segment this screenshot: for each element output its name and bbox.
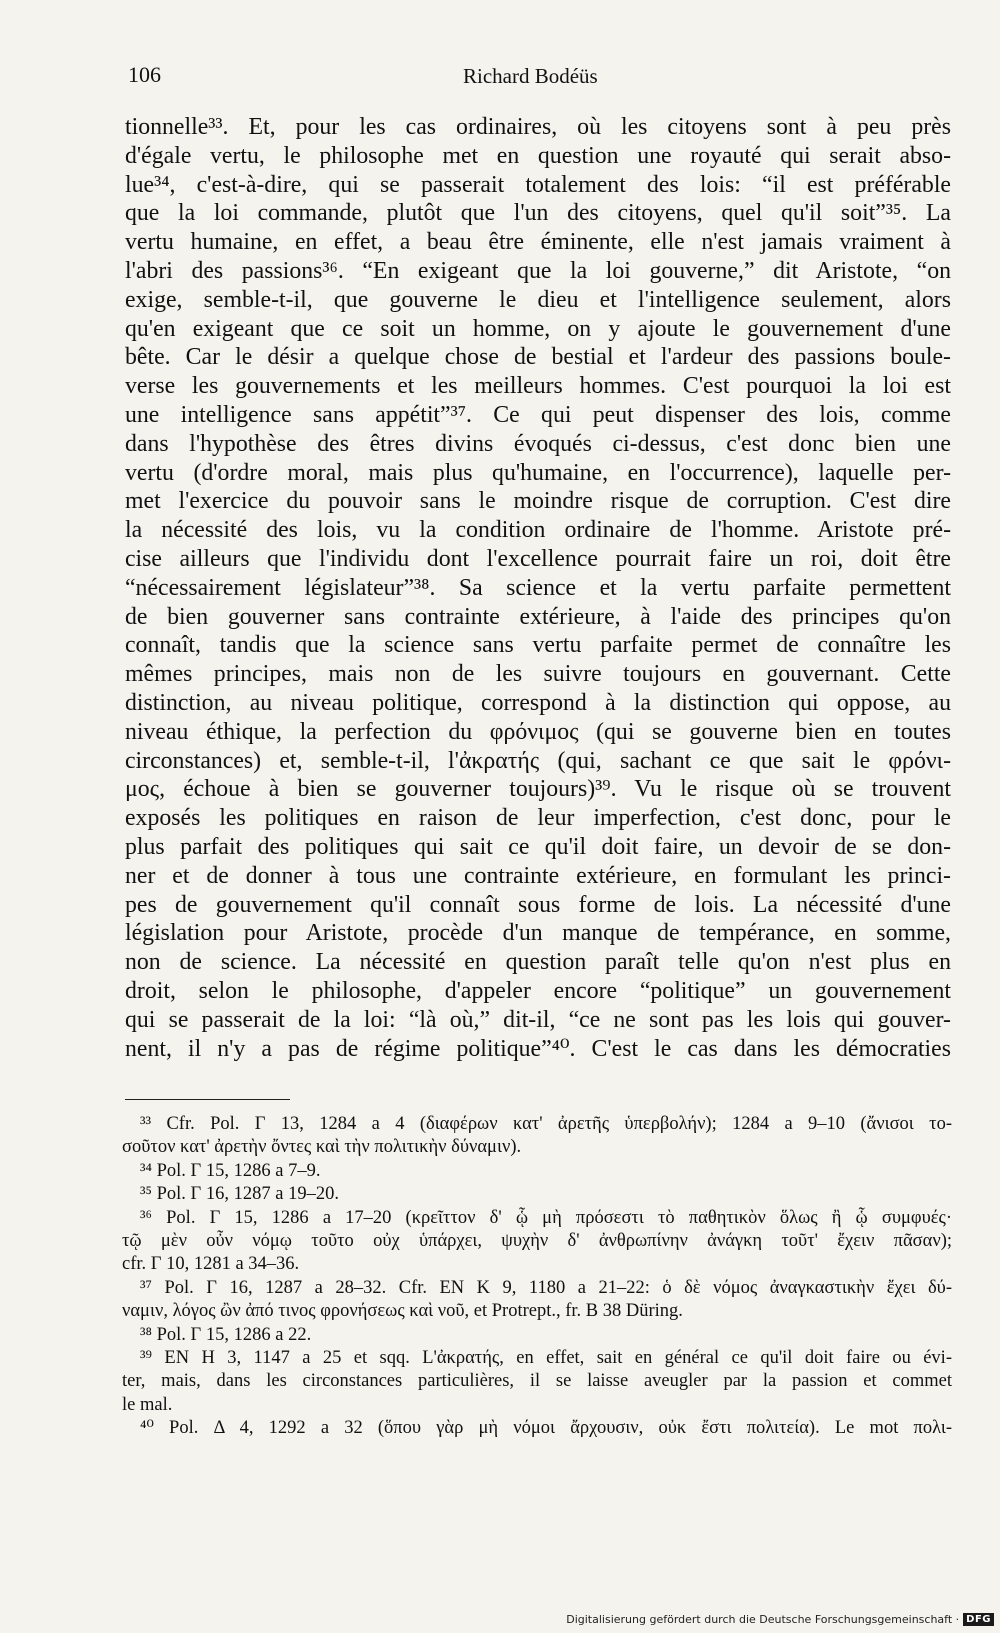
footnote-line: ³⁴ Pol. Γ 15, 1286 a 7–9. <box>140 1160 321 1181</box>
text-line: cise ailleurs que l'individu dont l'excellence pourrait faire un roi, doit être <box>125 545 951 572</box>
text-line: μος, échoue à bien se gouverner toujours)³⁹. Vu le risque où se trouvent <box>125 776 951 803</box>
text-line: “nécessairement législateur”³⁸. Sa science et la vertu parfaite permettent <box>125 574 951 601</box>
text-line: mêmes principes, mais non de les suivre toujours en gouvernant. Cette <box>125 661 951 688</box>
text-line: tionnelle³³. Et, pour les cas ordinaires, où les citoyens sont à peu près <box>125 114 951 140</box>
footnote-line: ter, mais, dans les circonstances particulières, il se laisse aveugler par la passion et commet <box>122 1371 952 1392</box>
footnote-line: le mal. <box>122 1394 173 1415</box>
text-line: exposés les politiques en raison de leur imperfection, c'est donc, pour le <box>125 805 951 832</box>
text-line: qu'en exigeant que ce soit un homme, on y ajoute le gouvernement d'une <box>125 315 951 342</box>
text-line: circonstances) et, semble-t-il, l'ἀκρατής (qui, sachant ce que sait le φρόνι- <box>125 747 951 774</box>
footnote-line: ³³ Cfr. Pol. Γ 13, 1284 a 4 (διαφέρων κατ' ἀρετῆς ὑπερβολήν); 1284 a 9–10 (ἄνισοι το- <box>140 1114 952 1134</box>
text-line: met l'exercice du pouvoir sans le moindre risque de corruption. C'est dire <box>125 488 951 515</box>
footnotes <box>122 1113 952 1440</box>
text-line: que la loi commande, plutôt que l'un des citoyens, quel qu'il soit”³⁵. La <box>125 200 951 227</box>
text-line: exige, semble-t-il, que gouverne le dieu et l'intelligence seulement, alors <box>125 286 951 313</box>
footnote-separator <box>125 1099 290 1100</box>
footnote-line: ³⁶ Pol. Γ 15, 1286 a 17–20 (κρεῖττον δ' ᾧ μὴ πρόσεστι τὸ παθητικὸν ὅλως ἢ ᾧ συμφυές· <box>140 1207 952 1228</box>
text-line: ner et de donner à tous une contrainte extérieure, en formulant les princi- <box>125 862 951 889</box>
text-line: droit, selon le philosophe, d'appeler encore “politique” un gouvernement <box>125 977 951 1004</box>
footnote-line: cfr. Γ 10, 1281 a 34–36. <box>122 1254 300 1275</box>
text-line: verse les gouvernements et les meilleurs hommes. C'est pourquoi la loi est <box>125 373 951 400</box>
text-line: l'abri des passions³⁶. “En exigeant que la loi gouverne,” dit Aristote, “on <box>125 257 951 284</box>
text-line: connaît, tandis que la science sans vertu parfaite permet de connaître les <box>125 632 951 659</box>
footnote-line: ³⁸ Pol. Γ 15, 1286 a 22. <box>140 1324 312 1345</box>
footnote-line: ³⁵ Pol. Γ 16, 1287 a 19–20. <box>140 1184 339 1205</box>
text-line: plus parfait des politiques qui sait ce qu'il doit faire, un devoir de se don- <box>125 833 951 860</box>
running-head: Richard Bodéüs <box>463 64 598 88</box>
text-line: bête. Car le désir a quelque chose de bestial et l'ardeur des passions boule- <box>125 344 951 371</box>
text-line: niveau éthique, la perfection du φρόνιμος (qui se gouverne bien en toutes <box>125 718 951 745</box>
page-number: 106 <box>128 62 161 87</box>
main-text <box>125 113 951 1063</box>
text-line: dans l'hypothèse des êtres divins évoqués ci-dessus, c'est donc bien une <box>125 430 951 457</box>
footnote-line: σοῦτον κατ' ἀρετὴν ὄντες καὶ τὴν πολιτικὴν δύναμιν). <box>122 1137 522 1158</box>
footnote-line: ³⁷ Pol. Γ 16, 1287 a 28–32. Cfr. EN K 9, 1180 a 21–22: ὁ δὲ νόμος ἀναγκαστικὴν ἔχει δύ- <box>140 1277 952 1298</box>
text-line: de bien gouverner sans contrainte extérieure, à l'aide des principes qu'on <box>125 603 951 630</box>
text-line: vertu (d'ordre moral, mais plus qu'humaine, en l'occurrence), laquelle per- <box>125 459 951 486</box>
text-line: distinction, au niveau politique, correspond à la distinction qui oppose, au <box>125 689 951 716</box>
funding-notice: Digitalisierung gefördert durch die Deutsche Forschungsgemeinschaft · <box>566 1613 960 1626</box>
footnote-line: ναμιν, λόγος ὢν ἀπό τινος φρονήσεως καὶ νοῦ, et Protrept., fr. B 38 Düring. <box>122 1301 683 1322</box>
text-line: nent, il n'y a pas de régime politique”⁴⁰. C'est le cas dans les démocraties <box>125 1035 951 1062</box>
footnote-line: ³⁹ EN H 3, 1147 a 25 et sqq. L'ἀκρατής, en effet, sait en général ce qu'il doit faire ou évi- <box>140 1347 952 1368</box>
text-line: pes de gouvernement qu'il connaît sous forme de lois. La nécessité d'une <box>125 891 951 918</box>
digitization-footer <box>566 1613 994 1626</box>
text-line: qui se passerait de la loi: “là où,” dit-il, “ce ne sont pas les lois qui gouver- <box>125 1006 951 1033</box>
footnote-line: τῷ μὲν οὖν νόμῳ τοῦτο οὐχ ὑπάρχει, ψυχὴν δ' ἀνθρωπίνην ἀνάγκη τοῦτ' ἔχειν πᾶσαν); <box>122 1230 952 1251</box>
text-line: législation pour Aristote, procède d'un manque de tempérance, en somme, <box>125 920 951 947</box>
text-line: d'égale vertu, le philosophe met en question une royauté qui serait abso- <box>125 142 951 169</box>
text-line: lue³⁴, c'est-à-dire, qui se passerait totalement des lois: “il est préférable <box>125 171 951 198</box>
text-line: vertu humaine, en effet, a beau être éminente, elle n'est jamais vraiment à <box>125 229 951 256</box>
text-line: une intelligence sans appétit”³⁷. Ce qui peut dispenser des lois, comme <box>125 401 951 428</box>
text-line: la nécessité des lois, vu la condition ordinaire de l'homme. Aristote pré- <box>125 517 951 544</box>
text-line: non de science. La nécessité en question paraît telle qu'on n'est plus en <box>125 949 951 976</box>
page-header <box>128 62 948 92</box>
footnote-line: ⁴⁰ Pol. Δ 4, 1292 a 32 (ὅπου γὰρ μὴ νόμοι ἄρχουσιν, οὐκ ἔστι πολιτεία). Le mot πολι- <box>140 1418 952 1439</box>
dfg-logo: DFG <box>963 1613 994 1626</box>
